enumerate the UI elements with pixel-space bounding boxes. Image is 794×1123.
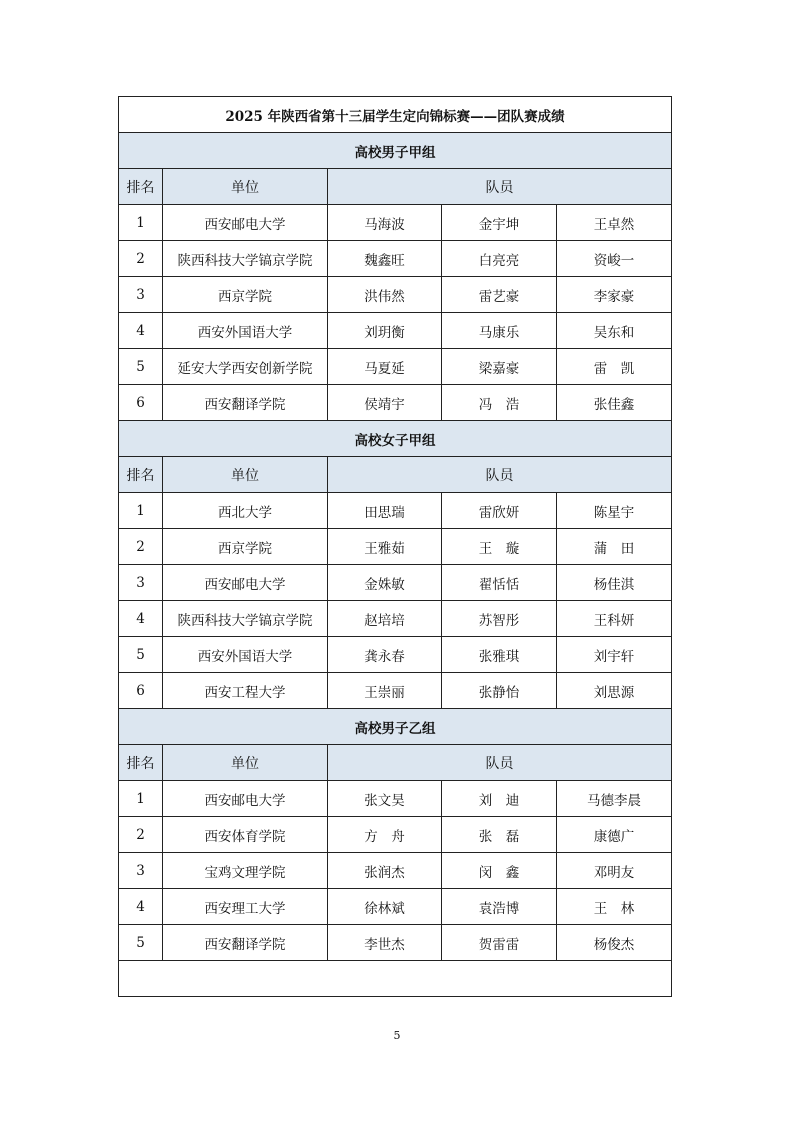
- member-cell: 杨俊杰: [557, 925, 672, 961]
- member-cell: 龚永春: [328, 637, 442, 673]
- rank-cell: 6: [119, 673, 163, 709]
- member-cell: 刘玥衡: [328, 313, 442, 349]
- member-cell: 王雅茹: [328, 529, 442, 565]
- member-cell: 白亮亮: [442, 241, 557, 277]
- member-cell: 侯靖宇: [328, 385, 442, 421]
- rank-cell: 1: [119, 205, 163, 241]
- table-row: [119, 349, 672, 385]
- unit-cell: 宝鸡文理学院: [163, 853, 328, 889]
- member-cell: 雷欣妍: [442, 493, 557, 529]
- table-row: [119, 817, 672, 853]
- unit-cell: 西安外国语大学: [163, 313, 328, 349]
- member-cell: 徐林斌: [328, 889, 442, 925]
- header-unit: 单位: [163, 745, 328, 781]
- member-cell: 冯 浩: [442, 385, 557, 421]
- member-cell: 洪伟然: [328, 277, 442, 313]
- member-cell: 王 林: [557, 889, 672, 925]
- rank-cell: 4: [119, 889, 163, 925]
- table-row: [119, 493, 672, 529]
- table-row: [119, 313, 672, 349]
- member-cell: 贺雷雷: [442, 925, 557, 961]
- group-title: 高校男子乙组: [119, 709, 672, 745]
- page-number: 5: [393, 1029, 401, 1042]
- member-cell: 张 磊: [442, 817, 557, 853]
- unit-cell: 西安翻译学院: [163, 925, 328, 961]
- member-cell: 李世杰: [328, 925, 442, 961]
- unit-cell: 西安邮电大学: [163, 205, 328, 241]
- member-cell: 王科妍: [557, 601, 672, 637]
- unit-cell: 西北大学: [163, 493, 328, 529]
- rank-cell: 3: [119, 565, 163, 601]
- table-row: [119, 277, 672, 313]
- rank-cell: 3: [119, 277, 163, 313]
- member-cell: 马海波: [328, 205, 442, 241]
- member-cell: 资峻一: [557, 241, 672, 277]
- member-cell: 康德广: [557, 817, 672, 853]
- group-title: 高校男子甲组: [119, 133, 672, 169]
- member-cell: 蒲 田: [557, 529, 672, 565]
- member-cell: 吴东和: [557, 313, 672, 349]
- member-cell: 张润杰: [328, 853, 442, 889]
- group-title-row: [119, 421, 672, 457]
- unit-cell: 西安翻译学院: [163, 385, 328, 421]
- unit-cell: 西京学院: [163, 529, 328, 565]
- header-unit: 单位: [163, 169, 328, 205]
- member-cell: 雷 凯: [557, 349, 672, 385]
- unit-cell: 西安外国语大学: [163, 637, 328, 673]
- group-title-row: [119, 133, 672, 169]
- member-cell: 张雅琪: [442, 637, 557, 673]
- rank-cell: 3: [119, 853, 163, 889]
- rank-cell: 2: [119, 817, 163, 853]
- table-row: [119, 565, 672, 601]
- member-cell: 刘 迪: [442, 781, 557, 817]
- group-title-row: [119, 709, 672, 745]
- rank-cell: 2: [119, 241, 163, 277]
- unit-cell: 延安大学西安创新学院: [163, 349, 328, 385]
- rank-cell: 4: [119, 601, 163, 637]
- table-title: 2025 年陕西省第十三届学生定向锦标赛——团队赛成绩: [119, 97, 672, 133]
- title-row: [119, 97, 672, 133]
- table-row: [119, 205, 672, 241]
- unit-cell: 陕西科技大学镐京学院: [163, 241, 328, 277]
- rank-cell: 6: [119, 385, 163, 421]
- rank-cell: 1: [119, 493, 163, 529]
- member-cell: 陈星宇: [557, 493, 672, 529]
- member-cell: 赵培培: [328, 601, 442, 637]
- header-rank: 排名: [119, 745, 163, 781]
- member-cell: 李家豪: [557, 277, 672, 313]
- header-rank: 排名: [119, 457, 163, 493]
- unit-cell: 西安邮电大学: [163, 781, 328, 817]
- header-row: [119, 457, 672, 493]
- member-cell: 杨佳淇: [557, 565, 672, 601]
- member-cell: 苏智彤: [442, 601, 557, 637]
- rank-cell: 5: [119, 637, 163, 673]
- header-rank: 排名: [119, 169, 163, 205]
- member-cell: 张佳鑫: [557, 385, 672, 421]
- rank-cell: 5: [119, 925, 163, 961]
- member-cell: 翟恬恬: [442, 565, 557, 601]
- member-cell: 闵 鑫: [442, 853, 557, 889]
- member-cell: 刘宇轩: [557, 637, 672, 673]
- table-row: [119, 673, 672, 709]
- member-cell: 雷艺豪: [442, 277, 557, 313]
- rank-cell: 4: [119, 313, 163, 349]
- table-row: [119, 925, 672, 961]
- table-row: [119, 529, 672, 565]
- unit-cell: 陕西科技大学镐京学院: [163, 601, 328, 637]
- member-cell: 金姝敏: [328, 565, 442, 601]
- unit-cell: 西安体育学院: [163, 817, 328, 853]
- header-row: [119, 169, 672, 205]
- member-cell: 方 舟: [328, 817, 442, 853]
- rank-cell: 1: [119, 781, 163, 817]
- member-cell: 王崇丽: [328, 673, 442, 709]
- empty-cell: [119, 961, 672, 997]
- member-cell: 金宇坤: [442, 205, 557, 241]
- header-members: 队员: [328, 457, 672, 493]
- table-row: [119, 889, 672, 925]
- results-table: [118, 96, 672, 997]
- member-cell: 魏鑫旺: [328, 241, 442, 277]
- member-cell: 袁浩博: [442, 889, 557, 925]
- table-row: [119, 781, 672, 817]
- unit-cell: 西京学院: [163, 277, 328, 313]
- rank-cell: 2: [119, 529, 163, 565]
- unit-cell: 西安邮电大学: [163, 565, 328, 601]
- member-cell: 邓明友: [557, 853, 672, 889]
- header-members: 队员: [328, 169, 672, 205]
- unit-cell: 西安工程大学: [163, 673, 328, 709]
- rank-cell: 5: [119, 349, 163, 385]
- member-cell: 马夏延: [328, 349, 442, 385]
- member-cell: 马德李晨: [557, 781, 672, 817]
- table-row: [119, 853, 672, 889]
- member-cell: 马康乐: [442, 313, 557, 349]
- member-cell: 王卓然: [557, 205, 672, 241]
- table-row: [119, 385, 672, 421]
- member-cell: 张静怡: [442, 673, 557, 709]
- member-cell: 田思瑞: [328, 493, 442, 529]
- member-cell: 刘思源: [557, 673, 672, 709]
- table-row: [119, 601, 672, 637]
- table-row: [119, 637, 672, 673]
- header-row: [119, 745, 672, 781]
- empty-row: [119, 961, 672, 997]
- unit-cell: 西安理工大学: [163, 889, 328, 925]
- member-cell: 张文昊: [328, 781, 442, 817]
- header-members: 队员: [328, 745, 672, 781]
- table-row: [119, 241, 672, 277]
- member-cell: 梁嘉豪: [442, 349, 557, 385]
- header-unit: 单位: [163, 457, 328, 493]
- member-cell: 王 璇: [442, 529, 557, 565]
- group-title: 高校女子甲组: [119, 421, 672, 457]
